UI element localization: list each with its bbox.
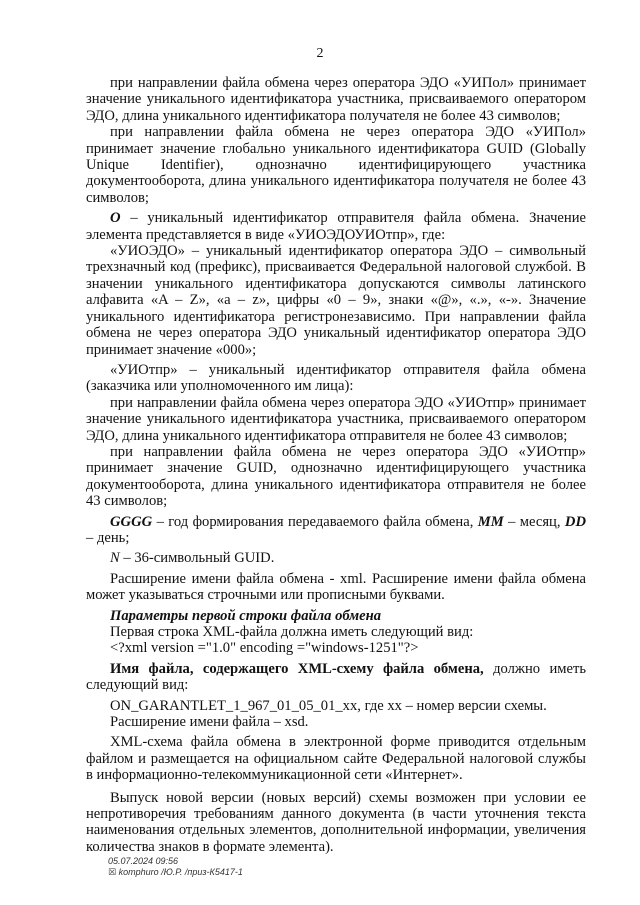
page-number: 2 (316, 46, 324, 61)
term-dd: DD (564, 513, 587, 530)
paragraph-8-text-2: – месяц, (503, 513, 565, 530)
document-body (86, 75, 586, 855)
paragraph-18: Выпуск новой версии (новых версий) схемы возможен при условии ее непротиворечия требованиям данного документа (в части уточнения текста наименования отдельных элементов, дополнительной информации, увеличения количества знаков в формате элемента). (86, 789, 586, 855)
paragraph-14-text: должно иметь следующий вид: (86, 660, 587, 694)
term-gggg: GGGG (110, 513, 153, 530)
footer-timestamp: 05.07.2024 09:56 (108, 856, 179, 866)
paragraph-10: Расширение имени файла обмена - xml. Расширение имени файла обмена может указываться строчными или прописными буквами. (86, 570, 586, 604)
paragraph-16: Расширение имени файла – xsd. (110, 714, 309, 731)
paragraph-9-text: – 36-символьный GUID. (119, 550, 275, 567)
paragraph-2: при направлении файла обмена не через оператора ЭДО «УИПол» принимает значение глобально уникального идентификатора GUID (Globally Unique Identifier), однозначно идентифицирующего участника документооборота, длина уникального идентификатора получателя не более 43 символов; (86, 124, 586, 206)
paragraph-17: XML-схема файла обмена в электронной форме приводится отдельным файлом и размещается на официальном сайте Федеральной налоговой службы в информационно-телекоммуникационной сети «Интернет». (86, 734, 586, 784)
paragraph-3 (86, 210, 586, 243)
term-mm: MM (477, 513, 504, 530)
paragraph-14 (86, 661, 586, 694)
schema-file-name: ON_GARANTLET_1_967_01_05_01_xx, где xx – номер версии схемы. (110, 697, 547, 714)
paragraph-7: при направлении файла обмена не через оператора ЭДО «УИОтпр» принимает значение GUID, однозначно идентифицирующего участника документооборота, длина уникального идентификатора отправителя не более 43 символов; (86, 443, 586, 510)
section-heading-first-line: Параметры первой строки файла обмена (110, 607, 382, 624)
xml-declaration: <?xml version ="1.0" encoding ="windows-1251"?> (110, 640, 419, 657)
footer-author: ☒ komphuro /Ю.Р. /приз-К5417-1 (108, 867, 243, 877)
paragraph-8-text-3: – день; (86, 529, 130, 546)
paragraph-5: «УИОтпр» – уникальный идентификатор отправителя файла обмена (заказчика или уполномоченного им лица): (86, 361, 586, 395)
paragraph-3-text: – уникальный идентификатор отправителя файла обмена. Значение элемента представляется в виде «УИОЭДОУИОтпр», где: (86, 210, 586, 243)
term-o: O (110, 210, 121, 227)
schema-file-name-heading: Имя файла, содержащего XML-схему файла обмена, (110, 660, 484, 677)
paragraph-8 (86, 514, 586, 547)
paragraph-4: «УИОЭДО» – уникальный идентификатор оператора ЭДО – символьный трехзначный код (префикс), присваивается Федеральной налоговой службой. В значении уникального идентификатора допускаются символы латинского алфавита «A – Z», «a – z», цифры «0 – 9», знаки «@», «.», «-». Значение уникального идентификатора регистронезависимо. При направлении файла обмена не через оператора ЭДО уникальный идентификатор оператора ЭДО принимает значение «000»; (86, 243, 586, 358)
term-n: N (110, 550, 120, 567)
print-footer (108, 856, 243, 878)
paragraph-6: при направлении файла обмена через оператора ЭДО «УИОтпр» принимает значение уникального идентификатора участника, присваиваемого оператором ЭДО, длина уникального идентификатора отправителя не более 43 символов; (86, 394, 586, 444)
paragraph-8-text-1: – год формирования передаваемого файла обмена, (152, 513, 478, 530)
paragraph-1: при направлении файла обмена через оператора ЭДО «УИПол» принимает значение уникального идентификатора участника, присваиваемого оператором ЭДО, длина уникального идентификатора получателя не более 43 символов; (86, 75, 586, 124)
paragraph-9 (86, 550, 586, 566)
paragraph-12: Первая строка XML-файла должна иметь следующий вид: (110, 624, 474, 640)
